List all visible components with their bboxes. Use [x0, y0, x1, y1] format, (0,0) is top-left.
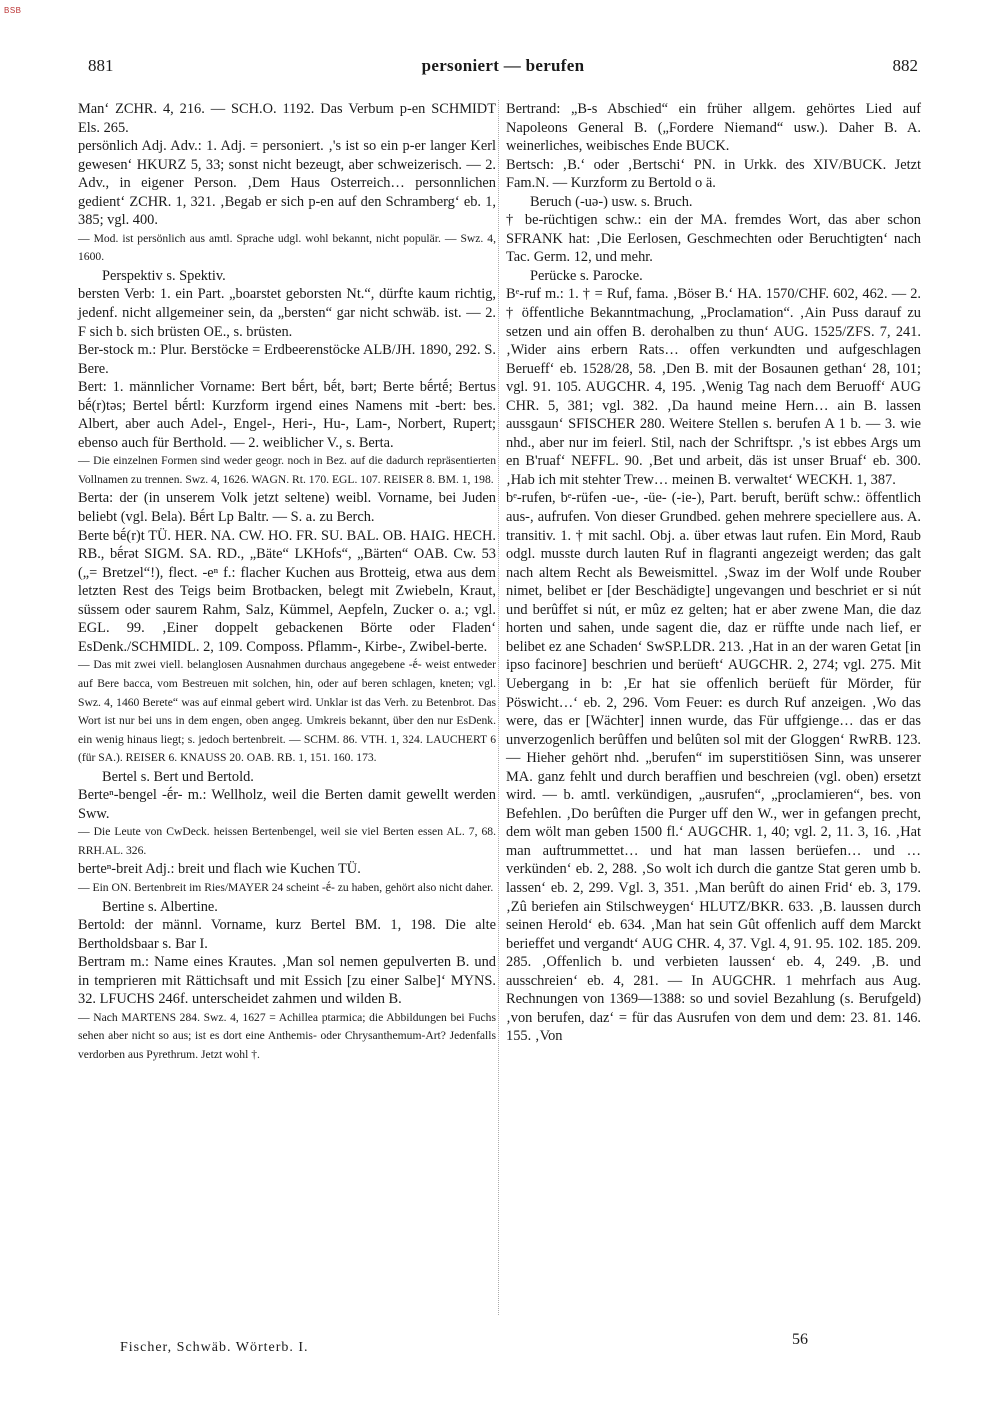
library-stamp: BSB	[4, 6, 22, 15]
dictionary-entry: persönlich Adj. Adv.: 1. Adj. = personiert. ‚'s ist so ein p-er langer Kerl gewesen‘ HKURZ 5, 33; sonst nicht bezeugt, aber schweizerisch. — 2. Adv., in eigener Person. ‚Dem Haus Osterreich… personnlichen gedient‘ ZCHR. 1, 321. ‚Begab er sich p-en auf den Schramberg‘ eb. 1, 385; vgl. 400.	[78, 138, 496, 229]
dictionary-entry: Beruch (-uə-) usw. s. Bruch.	[530, 193, 693, 210]
dictionary-entry: bᵉ-rufen, bᵉ-rüfen -ue-, -üe- (-ie-), Part. beruft, berüft schw.: öffentlich aus-, aufrufen. Von dieser Grundbed. gehen mehrere speciellere aus. A. transitiv. 1. † mit sachl. Obj. a. über etwas laut rufen. Ein Mord, Raub odgl. musste durch lauten Ruf in flagranti angezeigt werden; das galt nach altem Recht als Beweismittel. ‚Swaz im der Wolf unde Rouber nimet, belibet er [der Beschädigte] ungevangen und beschriet er si nút und berûffet si nút, er mûz ez gelten; hat er aber zwene Man, die daz horten und sahen, unde sagent die, daz er rüffte unde nach lief, er belibet ez ane Schaden‘ SwSP.LDR. 213. ‚Hat in an der waren Getat [in ipso facinore] beschrien und berüeft‘ AUGCHR. 2, 274; vgl. 275. Mit Uebergang in b: ‚Er hat sie offenlich berüeft für Mörder, für Pöswicht…‘ eb. 2, 296. Vom Feuer: es durch Ruf anzeigen. ‚Wo das were, das er [Wächter] innen wurde, das Für uffgienge… das er das unverzogenlich berûffen und belûten sol mit der Gloggen‘ RwRB. 123. — Hieher gehört nhd. „berufen“ im superstitiösen Sinn, was unserer MA. ganz fehlt und durch beraffien und beschreien (vgl. oben) ersetzt wird. — b. amtl. verkündigen, „ausrufen“, „proclamieren“, bes. von Befehlen. ‚Do berûften die Purger uff den W., wer in gefangen precht, dem wölt man geben 1500 fl.‘ AUGCHR. 1, 40; vgl. 2, 11. 3, 16. ‚Hat man auftrummettet… und hat man lassen berüefen… und … verkünden‘ eb. 2, 288. ‚So wolt ich durch die gantze Stat geren umb b. lassen‘ eb. 2, 299. Vgl. 3, 351. ‚Man berûft do ainen Frid‘ eb. 3, 179. ‚Zû beriefen ain Stilschweygen‘ HLUTZ/BKR. 633. ‚B. laussen durch seinen Herold‘ eb. 634. ‚Man hat sein Gût offenlich auff dem Marckt berieffet und vergandt‘ AUG CHR. 4, 37. Vgl. 4, 91. 95. 102. 185. 209. 285. ‚Offenlich b. und verbieten laussen‘ eb. 4, 249. ‚B. und ausschreien‘ eb. 4, 281. — In AUGCHR. 1 mehrfach aus Aug. Rechnungen von 1369—1388: so und soviel Bezahlung (s. Berufgeld) ‚von berufen, daz‘ = für das Ausrufen von dem und dem: 23. 81. 146. 155. ‚Von	[506, 490, 921, 1045]
dictionary-entry: — Die Leute von CwDeck. heissen Bertenbengel, weil sie viel Berten essen AL. 7, 68. RRH.AL. 326.	[78, 825, 496, 857]
dictionary-entry: Bertrand: „B-s Abschied“ ein früher allgem. gehörtes Lied auf Napoleons General B. („Fordere Niemand“ usw.). Daher B. A. weinerliches, weibisches Ende BUCK.	[506, 101, 921, 155]
left-page-number: 881	[88, 56, 114, 75]
right-page-number: 882	[892, 56, 918, 75]
dictionary-entry: bersten Verb: 1. ein Part. „boarstet geborsten Nt.“, dürfte kaum richtig, jedenf. nicht allgemeiner sein, da „bersten“ gar nicht schwäb. ist. — 2. F sich b. sich brüsten OE., s. brüsten.	[78, 286, 496, 340]
dictionary-entry: Bᵉ-ruf m.: 1. † = Ruf, fama. ‚Böser B.‘ HA. 1570/CHF. 602, 462. — 2. † öffentliche Bekanntmachung, „Proclamation“. ‚Ain Puss darauf zu setzen und ain offen B. derohalben zu thun‘ AUG. 1525/ZFS. 7, 241. ‚Wider ains erbern Rats… offen verkundten und aufgeschlagen Berueff‘ eb. 1528/28, 58. ‚Den B. mit der Bosaunen gethan‘ 28, 101; vgl. 91. 105. AUGCHR. 4, 195. ‚Wenig Tag nach dem Beruoff‘ AUG CHR. 5, 381; vgl. 382. ‚Da haund meine Hern… ain B. lassen aussgaun‘ SFISCHER 280. Weitere Stellen s. berufen A 1 b. — 3. wie nhd., aber nur im feierl. Stil, nach der Schriftspr. ‚'s ist ebbes Args um en B'ruaf‘ NEFFL. 90. ‚Bet und arbeit, däs ist unser Bruaf‘ eb. 300. ‚Hab ich mit stehter Trew… meinen B. verwaltet‘ WECKH. 1, 387.	[506, 286, 921, 488]
dictionary-entry: — Die einzelnen Formen sind weder geogr. noch in Bez. auf die dadurch repräsentierten Vollnamen zu trennen. Swz. 4, 1626. WAGN. Rt. 170. EGL. 107. REISER 8. BM. 1, 198.	[78, 454, 496, 486]
dictionary-entry: Berte bḗ(r)t TÜ. HER. NA. CW. HO. FR. SU. BAL. OB. HAIG. HECH. RB., bḗrət SIGM. SA. RD., „Bäte“ LKHofs“, „Bärten“ OAB. Cw. 53 („= Bretzel“!), flect. -eⁿ f.: flacher Kuchen aus Brotteig, etwa aus dem letzten Rest des Teigs beim Brotbacken, belegt mit Zwiebeln, Kraut, süssem oder saurem Rahm, Salz, Kümmel, Aepfeln, Zucker o. a.; vgl. EGL. 99. ‚Einer doppelt gebackenen Börte oder Fladen‘ EsDenk./SCHMIDL. 2, 109. Composs. Pflamm-, Kirbe-, Zwibel-berte.	[78, 527, 496, 655]
dictionary-entry: Berteⁿ-bengel -ḗr- m.: Wellholz, weil die Berten damit gewellt werden Sww.	[78, 787, 496, 822]
dictionary-entry: Perspektiv s. Spektiv.	[102, 267, 226, 284]
dictionary-entry: — Ein ON. Bertenbreit im Ries/MAYER 24 scheint -ḗ- zu haben, gehört also nicht daher.	[78, 880, 494, 894]
dictionary-entry: Berta: der (in unserem Volk jetzt seltene) weibl. Vorname, bei Juden beliebt (vgl. Bela). Bḗrt Lp Baltr. — S. a. zu Berch.	[78, 490, 496, 526]
dictionary-entry: Ber-stock m.: Plur. Berstöcke = Erdbeerenstöcke ALB/JH. 1890, 292. S. Bere.	[78, 342, 496, 377]
dictionary-entry: † be-rüchtigen schw.: ein der MA. fremdes Wort, das aber schon SFRANK hat: ‚Die Eerlosen, Geschmechten oder Beruchtigten‘ nach Tac. Germ. 12, und mehr.	[506, 212, 921, 266]
sheet-number: 56	[792, 1331, 808, 1348]
dictionary-entry: Bertsch: ‚B.‘ oder ‚Bertschi‘ PN. in Urkk. des XIV/BUCK. Jetzt Fam.N. — Kurzform zu Bertold o ä.	[506, 156, 921, 192]
dictionary-entry: Perücke s. Parocke.	[530, 267, 643, 284]
dictionary-entry: Bert: 1. männlicher Vorname: Bert bḗrt, bḗt, bərt; Berte bḗrtḗ; Bertus bḗ(r)təs; Bertel bḗrtl: Kurzform irgend eines Namens mit -bert: bes. Albert, aber auch Adel-, Engel-, Heri-, Hu-, Lam-, Norbert, Rupert; ebenso auch für Berthold. — 2. weiblicher V., s. Berta.	[78, 379, 496, 451]
dictionary-entry: — Mod. ist persönlich aus amtl. Sprache udgl. wohl bekannt, nicht populär. — Swz. 4, 1600.	[78, 231, 496, 264]
signature-line: Fischer, Schwäb. Wörterb. I.	[120, 1340, 309, 1355]
left-column	[78, 100, 496, 1064]
dictionary-entry: Bertram m.: Name eines Krautes. ‚Man sol nemen gepulverten B. und in temprieren mit Rättichsaft und mit Essich [zu einer Salbe]‘ MYNS. 32. LFUCHS 246f. unterscheidet zahmen und wilden B.	[78, 954, 496, 1008]
dictionary-entry: — Das mit zwei viell. belanglosen Ausnahmen durchaus angegebene -ḗ- weist entweder auf Bere bacca, vom Bestreuen mit solchen, hin, oder auf beren schlagen, kneten; vgl. Swz. 4, 1460 Berete“ was auf einmal gebert wird. Unklar ist das Verh. zu Betenbrot. Das Wort ist nur bei uns in dem engen, oben angeg. Umkreis bekannt, über den nur EsDenk. ein wenig hinaus liegt; s. jedoch bertenbreit. — SCHM. 86. VTH. 1, 324. LAUCHERT 6 (für SA.). REISER 6. KNAUSS 20. OAB. RB. 1, 151. 160. 173.	[78, 658, 496, 765]
column-divider	[498, 100, 499, 1315]
running-title: personiert — berufen	[421, 56, 585, 75]
dictionary-entry: Bertel s. Bert und Bertold.	[102, 768, 254, 785]
dictionary-entry: Bertold: der männl. Vorname, kurz Bertel BM. 1, 198. Die alte Bertholdsbaar s. Bar I.	[78, 917, 496, 952]
right-column	[506, 100, 921, 1046]
dictionary-entry: berteⁿ-breit Adj.: breit und flach wie Kuchen TÜ.	[78, 861, 361, 878]
page-header	[88, 56, 918, 82]
dictionary-entry: — Nach MARTENS 284. Swz. 4, 1627 = Achillea ptarmica; die Abbildungen bei Fuchs sehen aber nicht so aus; ist es dort eine Anthemis- oder Chrysanthemum-Art? Jedenfalls verdorben aus Pyrethrum. Jetzt wohl †.	[78, 1010, 496, 1061]
dictionary-entry: Bertine s. Albertine.	[102, 898, 218, 915]
dictionary-entry: Man‘ ZCHR. 4, 216. — SCH.O. 1192. Das Verbum p-en SCHMIDT Els. 265.	[78, 101, 496, 136]
